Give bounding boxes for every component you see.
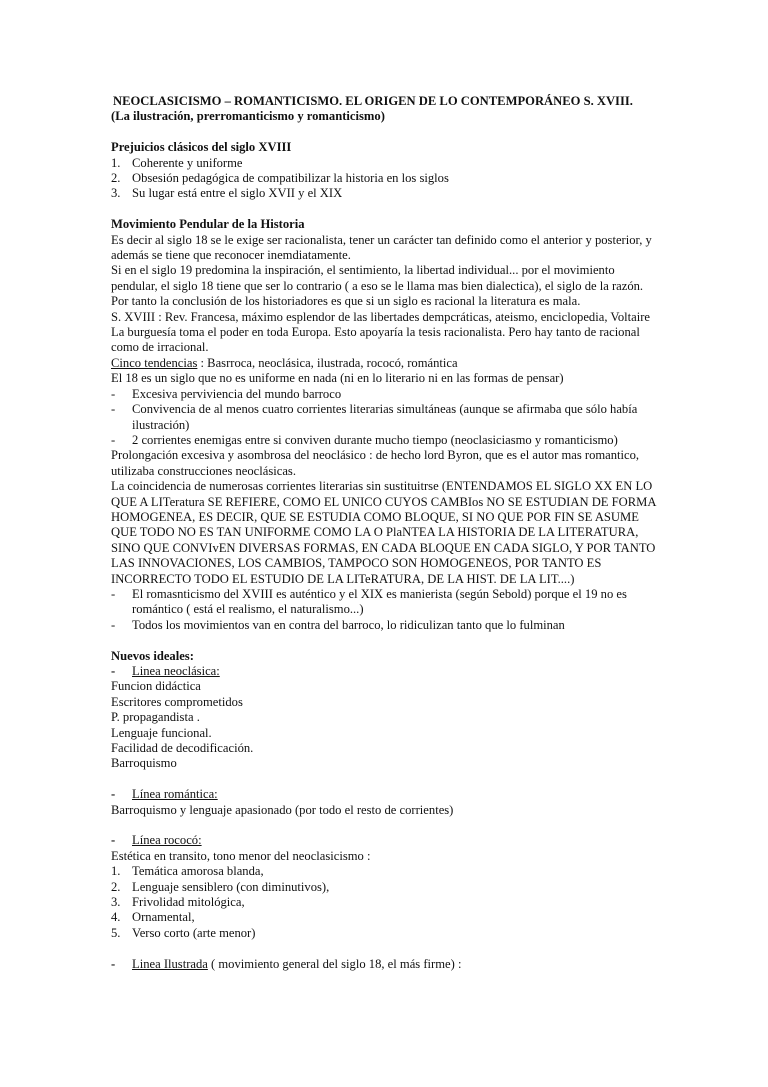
linea-ilustrada-label: Linea Ilustrada	[132, 956, 208, 971]
paragraph: Prolongación excesiva y asombrosa del neoclásico : de hecho lord Byron, que es el autor mas romantico, utilizaba construcciones neoclásicas.	[111, 448, 640, 478]
section-heading-nuevos-ideales: Nuevos ideales:	[111, 648, 194, 663]
cinco-tendencias-label: Cinco tendencias	[111, 355, 198, 370]
bullet-item: - Excesiva perviviencia del mundo barroco	[111, 386, 342, 401]
bullet-item-linea-ilustrada: - Linea Ilustrada ( movimiento general del siglo 18, el más firme) :	[111, 956, 462, 971]
list-item: 1. Temática amorosa blanda,	[111, 864, 264, 879]
list-item: 3. Su lugar está entre el siglo XVII y el XIX	[111, 186, 343, 201]
bullet-item-linea-romantica: - Línea romántica:	[111, 787, 218, 802]
paragraph: S. XVIII : Rev. Francesa, máximo esplendor de las libertades dempcráticas, ateismo, enciclopedia, Voltaire	[111, 309, 651, 324]
bullet-item: - Convivencia de al menos cuatro corrientes literarias simultáneas (aunque se afirmaba que sólo había ilustración)	[111, 402, 638, 432]
neo-line: Lenguaje funcional.	[111, 725, 212, 740]
document-title: NEOCLASICISMO – ROMANTICISMO. EL ORIGEN DE LO CONTEMPORÁNEO S. XVIII.	[113, 94, 633, 108]
paragraph: La coincidencia de numerosas corrientes literarias sin sustituitrse (ENTENDAMOS EL SIGLO XX EN LO QUE A LITeratura SE REFIERE, COMO EL UNICO CUYOS CAMBIos NO SE ESTUDIAN DE FORMA HOMOGENEA, ES DECIR, QUE SE ESTUDIA COMO BLOQUE, SI NO QUE POR FIN SE ASUME QUE TODO NO ES TAN UNIFORME COMO LA O PlaNTEA LA HISTORIA DE LA LITERATURA, SINO QUE CONVIvEN DIVERSAS FORMAS, EN CADA BLOQUE EN CADA SIGLO, Y POR TANTO LAS INNOVACIONES, LOS CAMBIOS, TAMPOCO SON HOMOGENEOS, POR TANTO ES INCORRECTO TODO EL ESTUDIO DE LA LITeRATURA, DE LA HIST. DE LA LIT....)	[111, 479, 656, 586]
list-item: 1. Coherente y uniforme	[111, 155, 243, 170]
paragraph: El 18 es un siglo que no es uniforme en nada (ni en lo literario ni en las formas de pensar)	[111, 371, 564, 386]
paragraph: Por tanto la conclusión de los historiadores es que si un siglo es racional la literatura es mala.	[111, 294, 581, 309]
section-heading-prejuicios: Prejuicios clásicos del siglo XVIII	[111, 140, 292, 155]
list-item: 3. Frivolidad mitológica,	[111, 895, 245, 910]
paragraph: Es decir al siglo 18 se le exige ser racionalista, tener un carácter tan definido como el anterior y posterior, y además se tiene que reconocer inemdiatamente.	[111, 232, 652, 263]
document-subtitle: (La ilustración, prerromanticismo y romanticismo)	[111, 109, 385, 124]
neo-line: Funcion didáctica	[111, 679, 201, 694]
bullet-item: - El romasnticismo del XVIII es auténtico y el XIX es manierista (según Sebold) porque el 19 no es romántico ( está el realismo, el naturalismo...)	[111, 586, 627, 617]
list-item: 2. Lenguaje sensiblero (con diminutivos),	[111, 879, 330, 894]
bullet-item-linea-neoclasica: - Linea neoclásica:	[111, 663, 220, 678]
list-item: 5. Verso corto (arte menor)	[111, 925, 256, 940]
list-item: 4. Ornamental,	[111, 910, 195, 925]
paragraph: Barroquismo y lenguaje apasionado (por todo el resto de corrientes)	[111, 802, 454, 817]
section-heading-movimiento: Movimiento Pendular de la Historia	[111, 217, 305, 232]
paragraph: La burguesía toma el poder en toda Europa. Esto apoyaría la tesis racionalista. Pero hay tanto de racional como de irracional.	[111, 325, 640, 355]
paragraph-cinco-tendencias: Cinco tendencias : Basrroca, neoclásica, ilustrada, rococó, romántica	[111, 355, 458, 370]
paragraph: Si en el siglo 19 predomina la inspiración, el sentimiento, la libertad individual... por el movimiento pendular, el siglo 18 tiene que ser lo contrario ( a eso se le llama mas bien dialectica), el siglo de la razón.	[111, 263, 644, 293]
neo-line: Facilidad de decodificación.	[111, 741, 254, 756]
bullet-item: - Todos los movimientos van en contra del barroco, lo ridiculizan tanto que lo fulminan	[111, 617, 565, 632]
neo-line: Escritores comprometidos	[111, 694, 243, 709]
bullet-item: - 2 corrientes enemigas entre si conviven durante mucho tiempo (neoclasiciasmo y romanticismo)	[111, 432, 618, 447]
paragraph: Estética en transito, tono menor del neoclasicismo :	[111, 848, 371, 863]
bullet-item-linea-rococo: - Línea rococó:	[111, 833, 202, 848]
neo-line: P. propagandista .	[111, 710, 200, 725]
list-item: 2. Obsesión pedagógica de compatibilizar la historia en los siglos	[111, 171, 449, 186]
neo-line: Barroquismo	[111, 756, 177, 771]
document-page	[111, 94, 663, 972]
